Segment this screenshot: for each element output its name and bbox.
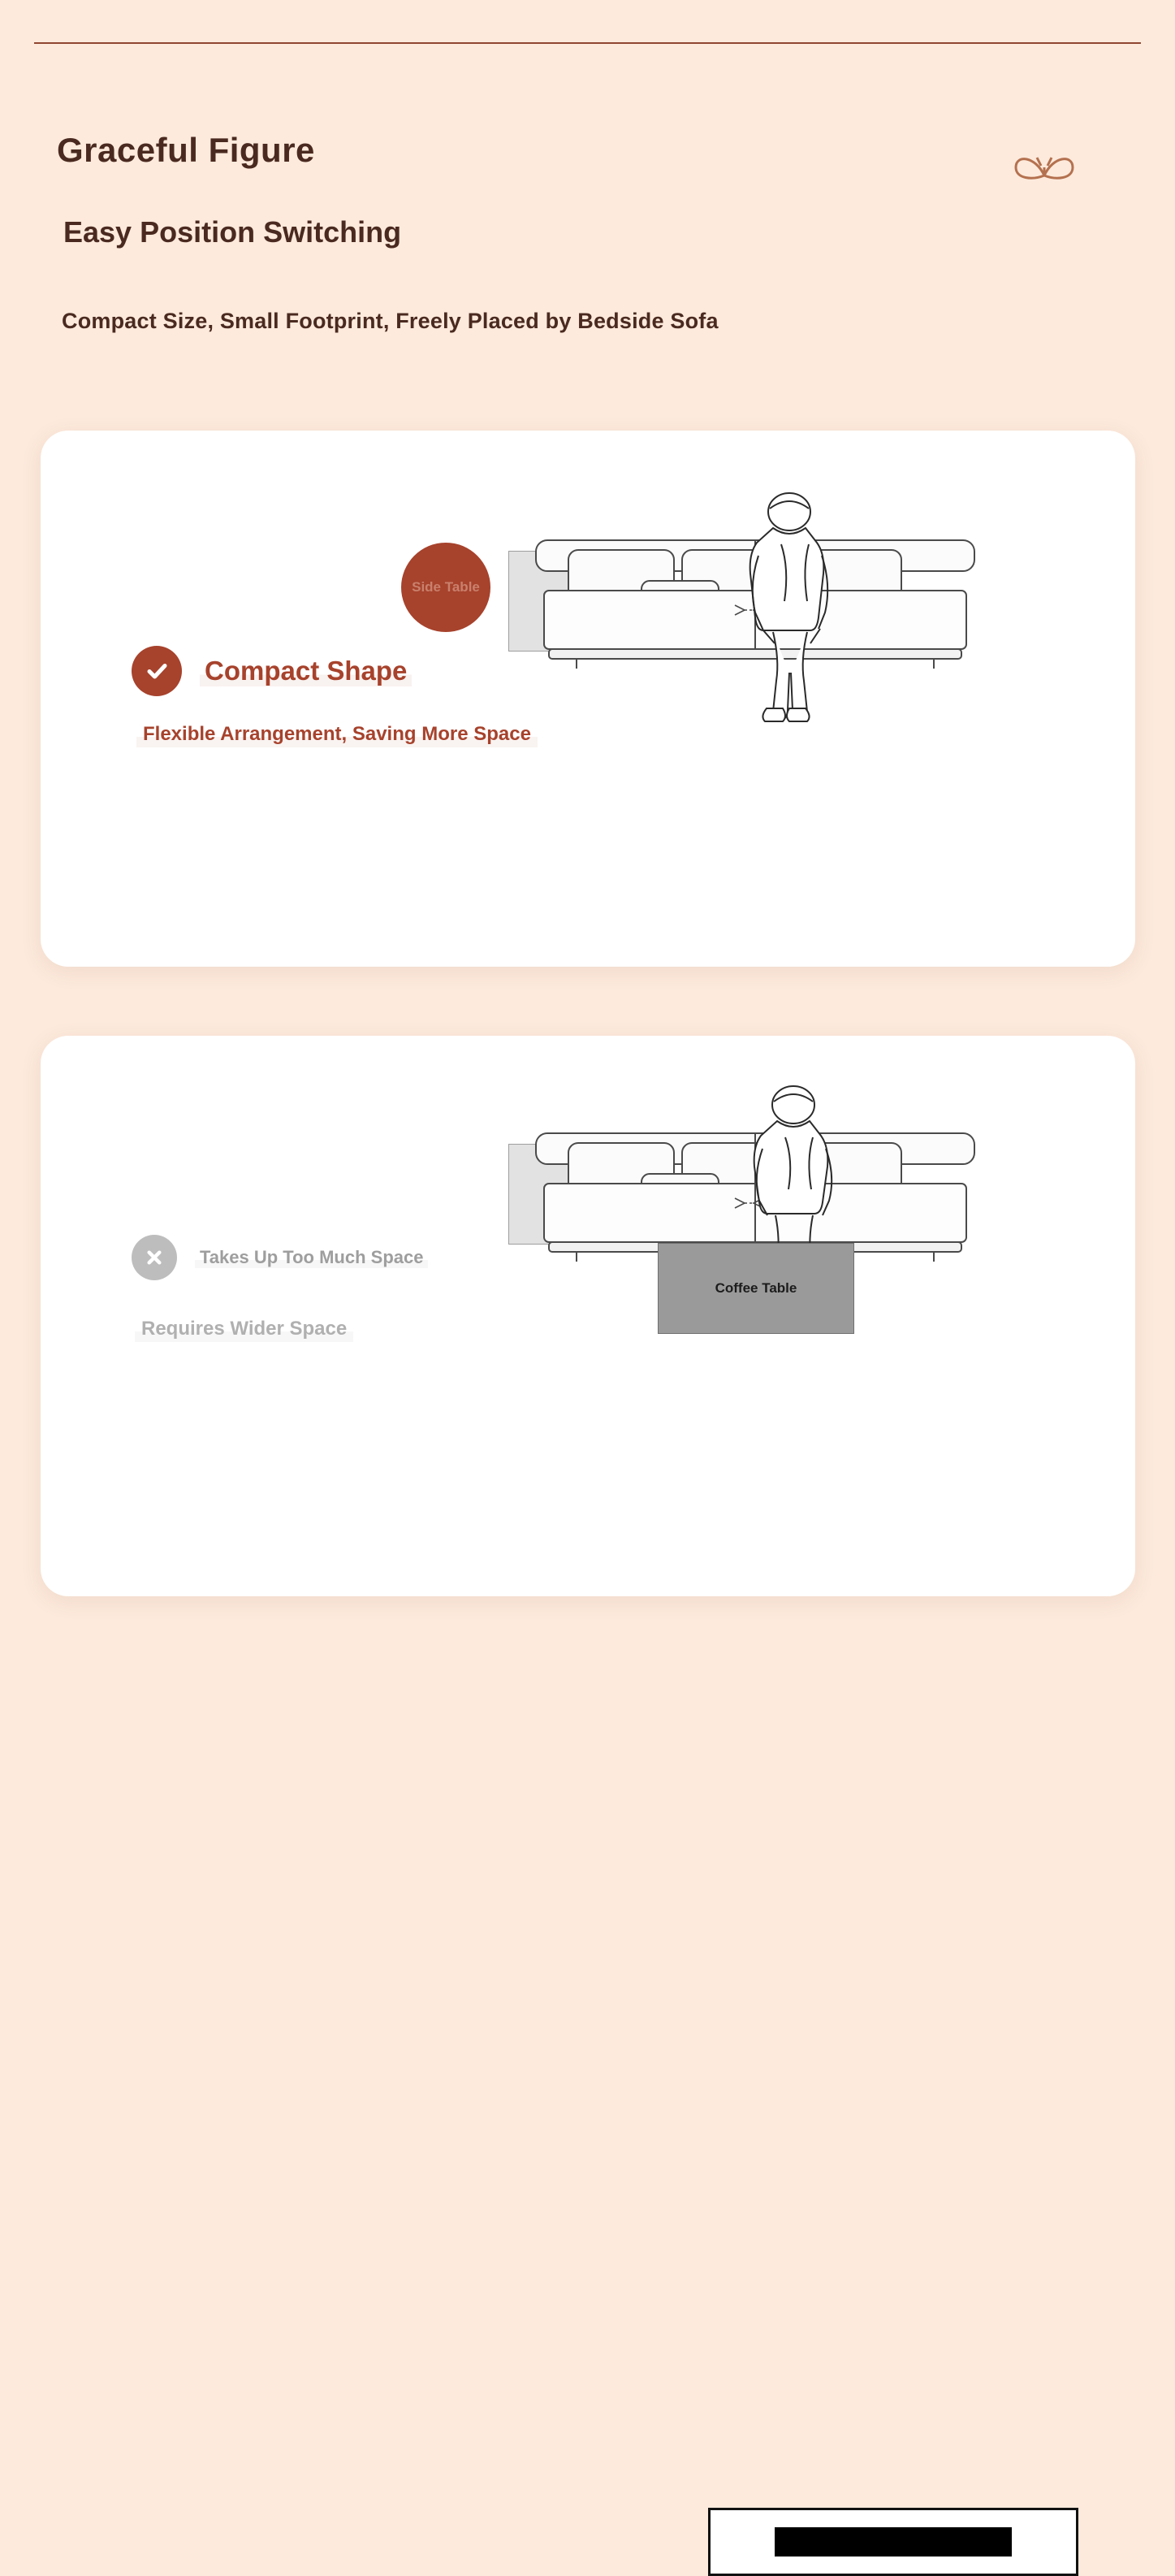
side-table-label: Side Table	[412, 579, 480, 595]
person-illustration	[735, 1080, 857, 1267]
coffee-table-shape	[658, 1243, 854, 1334]
page-subtitle: Easy Position Switching	[63, 215, 402, 249]
cross-circle-icon	[132, 1235, 177, 1280]
comparison-card-compact	[41, 431, 1135, 967]
status-note: Requires Wider Space	[135, 1316, 353, 1342]
scene-bulky	[495, 1080, 1112, 1535]
check-circle-icon	[132, 646, 182, 696]
status-label: Takes Up Too Much Space	[195, 1247, 428, 1268]
width-measure-bar-bulky	[708, 2508, 1078, 2576]
status-note: Flexible Arrangement, Saving More Space	[136, 721, 538, 747]
header-divider	[34, 42, 1141, 44]
measure-fill	[775, 2527, 1012, 2557]
comparison-card-bulky	[41, 1036, 1135, 1596]
side-table-shape	[401, 543, 490, 632]
status-row-bulky	[132, 1235, 428, 1280]
page-tagline: Compact Size, Small Footprint, Freely Placed by Bedside Sofa	[62, 309, 719, 333]
status-row-compact	[132, 646, 412, 696]
person-illustration	[731, 487, 853, 723]
page-title: Graceful Figure	[57, 131, 315, 169]
coffee-table-label: Coffee Table	[715, 1280, 797, 1296]
butterfly-icon	[1008, 148, 1081, 197]
scene-compact	[412, 487, 1104, 910]
status-label: Compact Shape	[200, 656, 412, 686]
header-text-block	[57, 130, 950, 250]
